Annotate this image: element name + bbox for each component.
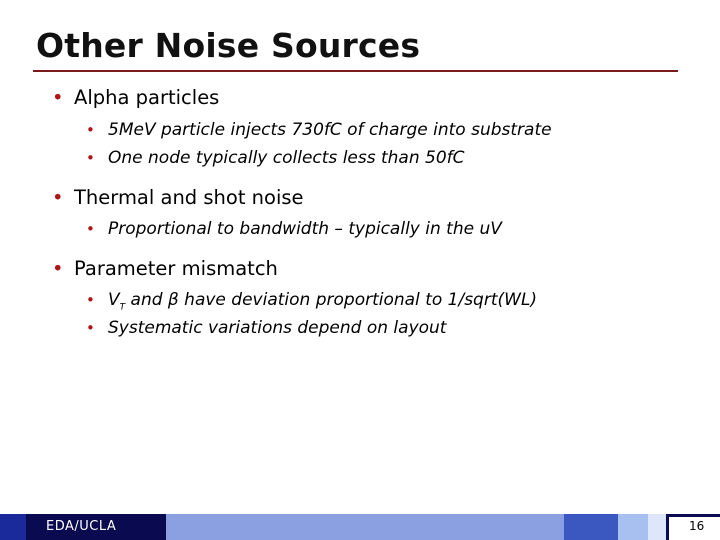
sub-bullet bbox=[86, 318, 446, 338]
bullet-icon: • bbox=[52, 186, 64, 209]
bullet-icon: • bbox=[86, 121, 95, 139]
bullet-text: Parameter mismatch bbox=[74, 257, 278, 280]
bullet-icon: • bbox=[86, 149, 95, 167]
subscript-t: T bbox=[119, 302, 126, 313]
sub-bullet-text-rest: and β have deviation proportional to 1/sqrt(WL) bbox=[125, 290, 538, 310]
sub-bullet-text: Proportional to bandwidth – typically in the uV bbox=[108, 219, 502, 239]
bullet-text: Thermal and shot noise bbox=[74, 186, 304, 209]
footer-segment bbox=[166, 514, 564, 540]
bullet-parameter-mismatch bbox=[52, 257, 278, 280]
sub-bullet bbox=[86, 290, 537, 312]
sub-bullet bbox=[86, 148, 465, 168]
sub-bullet bbox=[86, 120, 552, 140]
footer-segment bbox=[564, 514, 618, 540]
footer-segment bbox=[648, 514, 666, 540]
title-underline bbox=[33, 70, 678, 72]
bullet-icon: • bbox=[52, 86, 64, 109]
bullet-text: Alpha particles bbox=[74, 86, 220, 109]
page-number: 16 bbox=[689, 519, 705, 533]
sub-bullet-text: One node typically collects less than 50fC bbox=[108, 148, 465, 168]
footer-segment bbox=[0, 514, 26, 540]
footer-label: EDA/UCLA bbox=[46, 519, 117, 534]
bullet-icon: • bbox=[86, 291, 95, 309]
bullet-icon: • bbox=[86, 220, 95, 238]
sub-bullet-text: 5MeV particle injects 730fC of charge into substrate bbox=[108, 120, 552, 140]
sub-bullet bbox=[86, 219, 502, 239]
bullet-icon: • bbox=[86, 319, 95, 337]
footer-segment bbox=[618, 514, 648, 540]
bullet-thermal-shot-noise bbox=[52, 186, 304, 209]
sub-bullet-text-prefix: V bbox=[108, 290, 120, 310]
slide-title: Other Noise Sources bbox=[36, 26, 421, 65]
bullet-alpha-particles bbox=[52, 86, 219, 109]
bullet-icon: • bbox=[52, 257, 64, 280]
sub-bullet-text: Systematic variations depend on layout bbox=[108, 318, 447, 338]
